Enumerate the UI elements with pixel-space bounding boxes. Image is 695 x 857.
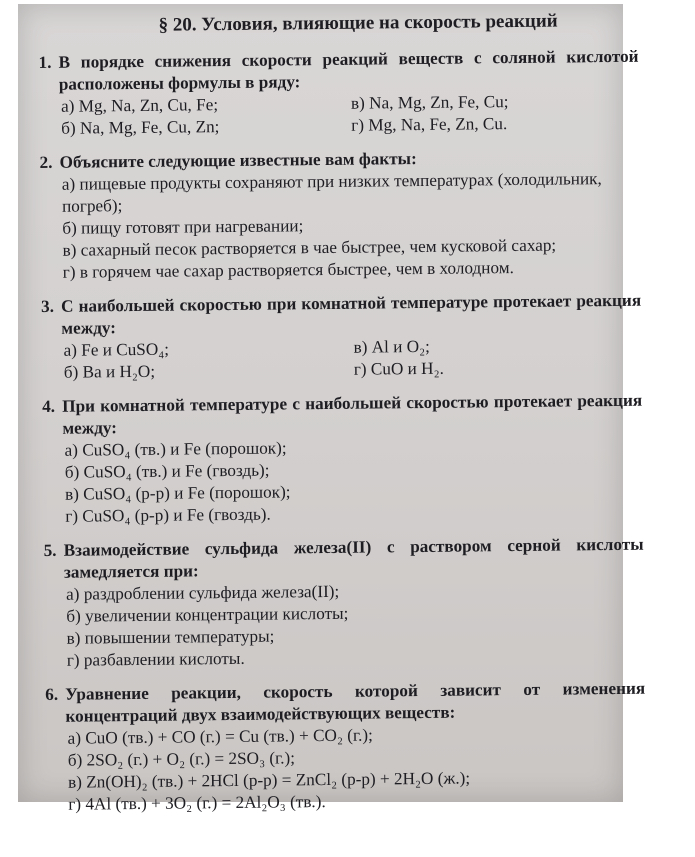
- task-number: 5.: [43, 540, 57, 560]
- option-a: а) раздроблении сульфида железа(II);: [66, 581, 340, 604]
- option-v: в) CuSO₄ (р-р) и Fe (порошок);: [64, 482, 291, 504]
- task-question: Уравнение реакции, скорость которой зависит от изменения концентраций двух взаимодействующих веществ:: [65, 678, 646, 726]
- option-v: в) Al и O₂;: [353, 336, 430, 357]
- task-question: При комнатной температуре с наибольшей скоростью протекает реакция между:: [62, 390, 643, 438]
- task-2: [39, 146, 640, 284]
- option-g: г) в горячем чае сахар растворяется быстрее, чем в холодном.: [62, 258, 514, 282]
- task-number: 6.: [45, 684, 59, 704]
- option-a: а) Fe и CuSO₄;: [63, 339, 170, 360]
- option-a: а) пищевые продукты сохраняют при низких температурах (холодильник, погреб);: [61, 169, 602, 216]
- option-g: г) Mg, Na, Fe, Zn, Cu.: [351, 114, 508, 135]
- task-number: 4.: [42, 396, 56, 416]
- task-question: В порядке снижения скорости реакций веществ с соляной кислотой расположены формулы в ряду:: [58, 46, 639, 94]
- task-4: [42, 390, 643, 528]
- option-a: а) CuO (тв.) + CO (г.) = Cu (тв.) + CO₂ (г.);: [67, 725, 373, 748]
- option-a: а) Mg, Na, Zn, Cu, Fe;: [60, 95, 219, 116]
- task-number: 3.: [41, 296, 55, 316]
- option-b: б) Na, Mg, Fe, Cu, Zn;: [61, 117, 220, 138]
- task-6: [45, 678, 646, 816]
- option-v: в) Zn(OH)₂ (тв.) + 2HCl (р-р) = ZnCl₂ (р-р) + 2H₂O (ж.);: [67, 768, 471, 792]
- option-v: в) сахарный песок растворяется в чае быстрее, чем кусковой сахар;: [62, 235, 557, 260]
- option-b: б) 2SO₂ (г.) + O₂ (г.) = 2SO₃ (г.);: [67, 748, 296, 770]
- option-b: б) пищу готовят при нагревании;: [62, 216, 304, 238]
- task-question: Объясните следующие известные вам факты:: [59, 149, 417, 172]
- task-number: 2.: [39, 152, 53, 172]
- option-v: в) Na, Mg, Zn, Fe, Cu;: [350, 92, 509, 113]
- option-b: б) увеличении концентрации кислоты;: [66, 603, 349, 626]
- option-a: а) CuSO₄ (тв.) и Fe (порошок);: [64, 438, 287, 460]
- option-g: г) CuO и H₂.: [353, 358, 444, 379]
- textbook-page: [38, 4, 647, 828]
- task-3: [41, 290, 642, 384]
- option-b: б) CuSO₄ (тв.) и Fe (гвоздь);: [64, 460, 270, 482]
- textbook-photo: [18, 4, 646, 814]
- task-5: [44, 534, 645, 672]
- option-g: г) разбавлении кислоты.: [66, 648, 245, 670]
- option-b: б) Ba и H₂O;: [63, 361, 156, 382]
- task-question: Взаимодействие сульфида железа(II) с раствором серной кислоты замедляется при:: [63, 534, 644, 582]
- option-g: г) 4Al (тв.) + 3O₂ (г.) = 2Al₂O₃ (тв.).: [68, 792, 326, 814]
- option-g: г) CuSO₄ (р-р) и Fe (гвоздь).: [65, 504, 271, 526]
- task-question: С наибольшей скоростью при комнатной температуре протекает реакция между:: [61, 290, 642, 338]
- task-number: 1.: [38, 52, 52, 72]
- task-1: [38, 46, 639, 140]
- option-v: в) повышении температуры;: [66, 626, 275, 648]
- section-title: § 20. Условия, влияющие на скорость реакций: [158, 10, 558, 36]
